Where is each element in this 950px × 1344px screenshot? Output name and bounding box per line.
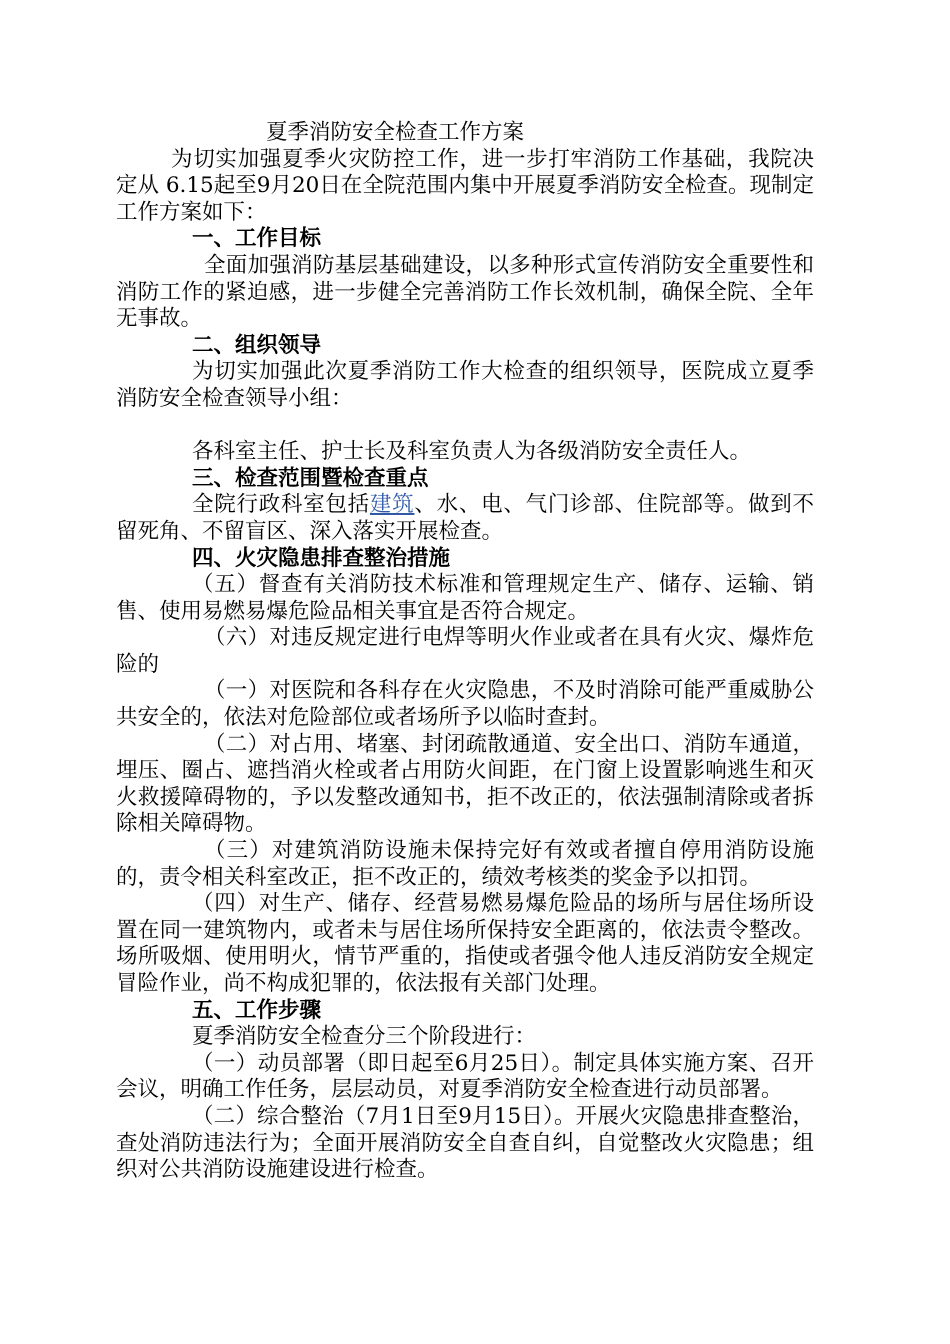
goals-paragraph: 全面加强消防基层基础建设，以多种形式宣传消防安全重要性和消防工作的紧迫感，进一步健全完善消防工作长效机制，确保全院、全年无事故。: [116, 252, 814, 332]
measure-item: （二）对占用、堵塞、封闭疏散通道、安全出口、消防车通道，埋压、圈占、遮挡消火栓或者占用防火间距，在门窗上设置影响逃生和灭火救援障碍物的，予以发整改通知书，拒不改正的，依法强制清除或者拆除相关障碍物。: [116, 731, 814, 837]
document-title: 夏季消防安全检查工作方案: [266, 120, 525, 145]
measure-item: （一）对医院和各科存在火灾隐患，不及时消除可能严重威胁公共安全的，依法对危险部位或者场所予以临时查封。: [116, 678, 814, 731]
building-link[interactable]: 建筑: [369, 492, 415, 518]
section-heading-steps: 五、工作步骤: [192, 997, 322, 1023]
document-body: [116, 120, 814, 1184]
scope-text-before: 全院行政科室包括: [192, 492, 370, 518]
step-item: （一）动员部署（即日起至6月25日）。制定具体实施方案、召开会议，明确工作任务，层层动员，对夏季消防安全检查进行动员部署。: [116, 1050, 814, 1103]
section-heading-goals: 一、工作目标: [192, 226, 322, 252]
section-heading-measures: 四、火灾隐患排查整治措施: [192, 545, 451, 571]
measure-item: （四）对生产、储存、经营易燃易爆危险品的场所与居住场所设置在同一建筑物内，或者未与居住场所保持安全距离的，依法责令整改。场所吸烟、使用明火，情节严重的，指使或者强令他人违反消防安全规定冒险作业，尚不构成犯罪的，依法报有关部门处理。: [116, 891, 814, 996]
blank-line: [116, 413, 814, 440]
measure-item: （五）督查有关消防技术标准和管理规定生产、储存、运输、销售、使用易燃易爆危险品相关事宜是否符合规定。: [116, 572, 814, 624]
section-heading-leadership: 二、组织领导: [192, 332, 322, 358]
step-item: （二）综合整治（7月1日至9月15日）。开展火灾隐患排查整治，查处消防违法行为；全面开展消防安全自查自纠，自觉整改火灾隐患；组织对公共消防设施建设进行检查。: [116, 1103, 814, 1183]
scope-text-after: 、水、电、气门诊部、住院部等。做到不留死角、不留盲区、深入落实开展检查。: [116, 492, 814, 544]
leadership-paragraph: 为切实加强此次夏季消防工作大检查的组织领导，医院成立夏季消防安全检查领导小组：: [116, 359, 814, 411]
intro-paragraph: 为切实加强夏季火灾防控工作，进一步打牢消防工作基础，我院决定从 6.15起至9月20日在全院范围内集中开展夏季消防安全检查。现制定工作方案如下：: [116, 146, 814, 225]
section-heading-scope: 三、检查范围暨检查重点: [192, 465, 429, 491]
scope-paragraph: [116, 492, 814, 545]
responsibility-paragraph: 各科室主任、护士长及科室负责人为各级消防安全责任人。: [192, 439, 752, 465]
steps-intro: 夏季消防安全检查分三个阶段进行：: [192, 1024, 537, 1050]
measure-item: （三）对建筑消防设施未保持完好有效或者擅自停用消防设施的，责令相关科室改正，拒不改正的，绩效考核类的奖金予以扣罚。: [116, 838, 814, 890]
measure-item: （六）对违反规定进行电焊等明火作业或者在具有火灾、爆炸危险的: [116, 625, 814, 677]
